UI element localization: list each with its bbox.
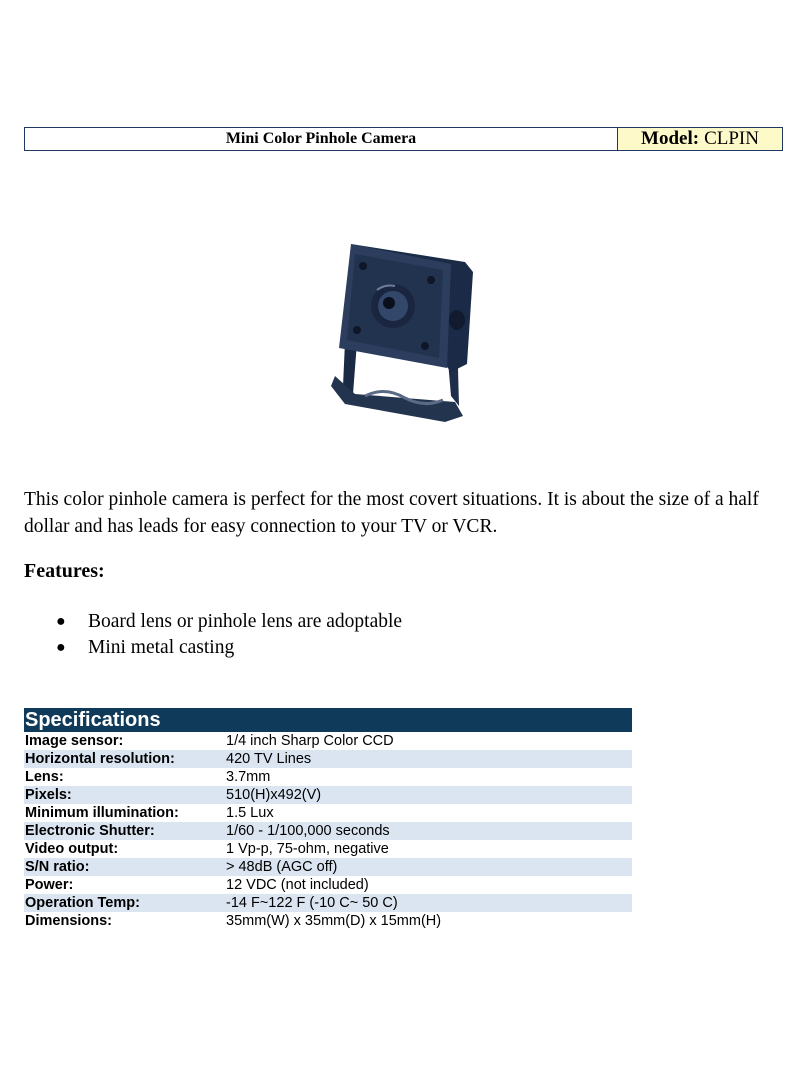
spec-value: 35mm(W) x 35mm(D) x 15mm(H) [226, 913, 442, 929]
bullet-icon: ● [56, 639, 66, 656]
table-row [24, 822, 632, 840]
spec-value: -14 F~122 F (-10 C~ 50 C) [226, 895, 398, 911]
spec-label: Horizontal resolution: [25, 751, 175, 767]
model-value: CLPIN [704, 128, 759, 149]
feature-text: Mini metal casting [88, 637, 235, 658]
specifications-table [24, 708, 632, 930]
spec-label: S/N ratio: [25, 859, 90, 875]
spec-label: Pixels: [25, 787, 72, 803]
spec-label: Operation Temp: [25, 895, 140, 911]
model-box [618, 128, 782, 150]
spec-label: Video output: [25, 841, 119, 857]
spec-label: Electronic Shutter: [25, 823, 155, 839]
table-row [24, 894, 632, 912]
table-row [24, 750, 632, 768]
intro-paragraph: This color pinhole camera is perfect for the most covert situations. It is about the size of a half dollar and has leads for easy connection to your TV or VCR. [24, 489, 759, 537]
table-row [24, 786, 632, 804]
spec-label: Image sensor: [25, 733, 124, 749]
table-row [24, 732, 632, 750]
spec-value: 420 TV Lines [226, 751, 312, 767]
camera-photo [325, 236, 483, 426]
features-list [56, 609, 402, 661]
spec-value: 510(H)x492(V) [226, 787, 322, 803]
feature-text: Board lens or pinhole lens are adoptable [88, 611, 403, 632]
list-item [56, 635, 402, 661]
spec-value: 1.5 Lux [226, 805, 274, 821]
list-item [56, 609, 402, 635]
product-header [24, 127, 783, 151]
model-label: Model: [641, 128, 700, 149]
spec-value: 3.7mm [226, 769, 271, 785]
table-row [24, 804, 632, 822]
table-row [24, 912, 632, 930]
spec-value: 12 VDC (not included) [226, 877, 369, 893]
table-row [24, 858, 632, 876]
specifications-heading: Specifications [24, 708, 632, 732]
spec-value: > 48dB (AGC off) [226, 859, 338, 875]
table-row [24, 840, 632, 858]
spec-label: Minimum illumination: [25, 805, 179, 821]
spec-label: Lens: [25, 769, 64, 785]
features-heading: Features: [24, 560, 105, 582]
table-row [24, 876, 632, 894]
spec-value: 1/4 inch Sharp Color CCD [226, 733, 394, 749]
product-title: Mini Color Pinhole Camera [25, 128, 618, 150]
spec-label: Dimensions: [25, 913, 113, 929]
table-row [24, 768, 632, 786]
spec-value: 1/60 - 1/100,000 seconds [226, 823, 390, 839]
spec-label: Power: [25, 877, 74, 893]
bullet-icon: ● [56, 613, 66, 630]
spec-value: 1 Vp-p, 75-ohm, negative [226, 841, 389, 857]
